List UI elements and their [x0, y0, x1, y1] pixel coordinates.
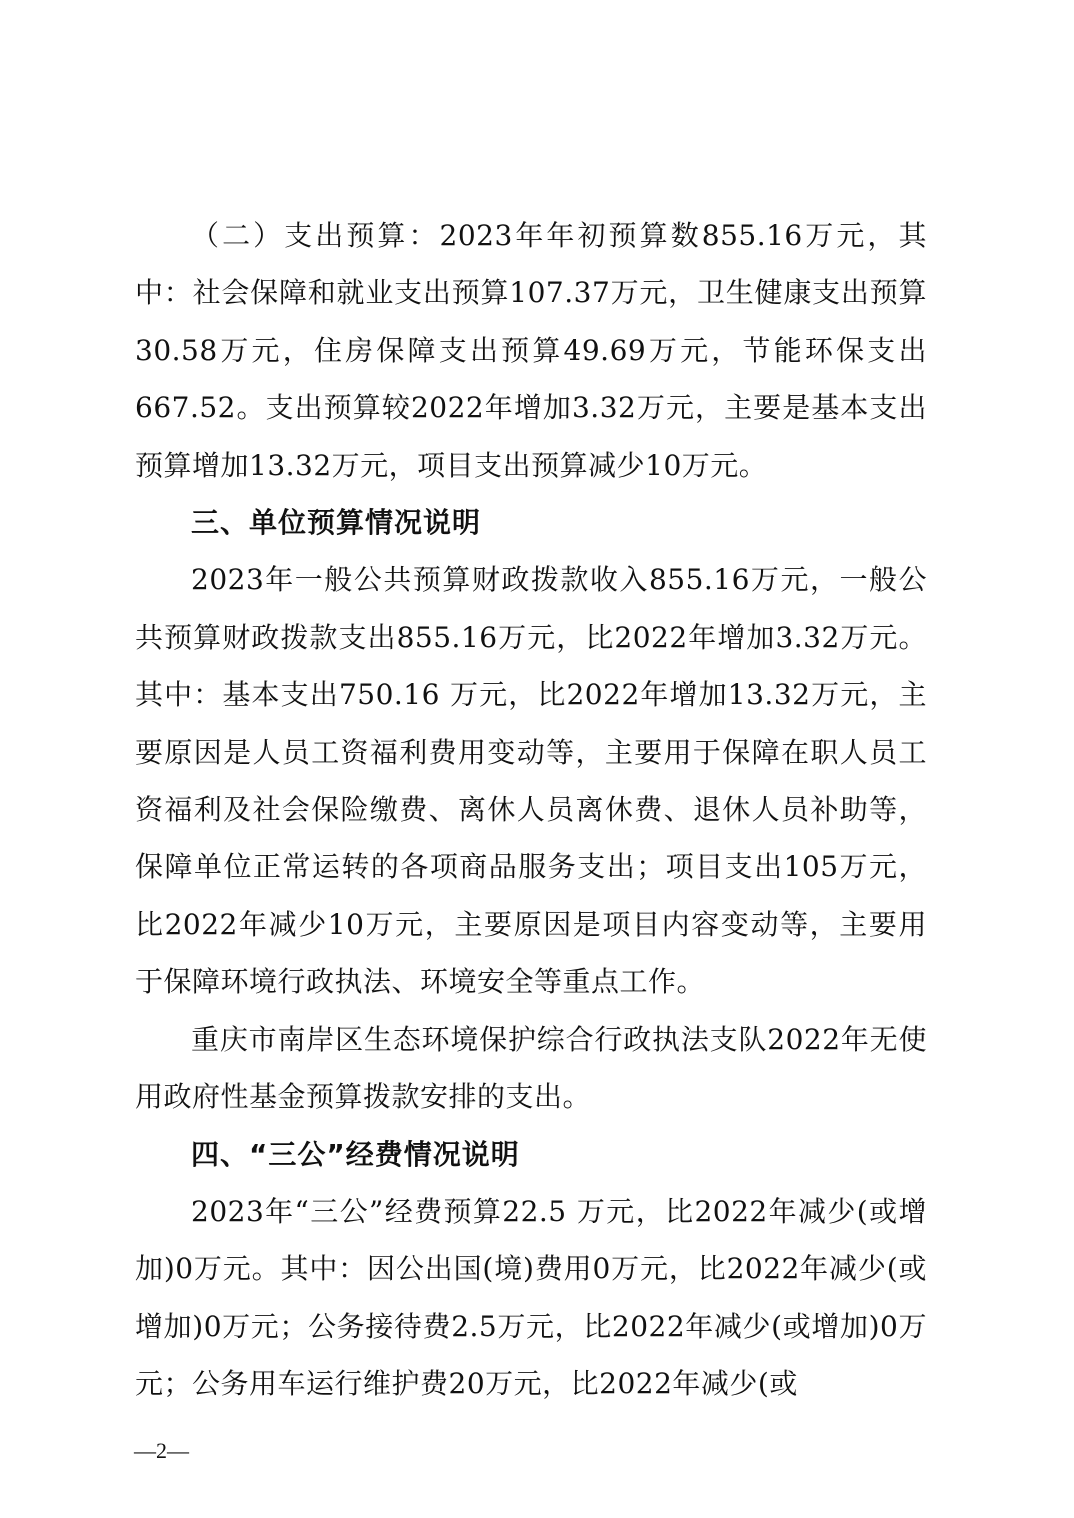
- paragraph-unit-budget: 2023年一般公共预算财政拨款收入855.16万元，一般公共预算财政拨款支出855.16万元，比2022年增加3.32万元。其中：基本支出750.16 万元，比2022年增加13.32万元，主要原因是人员工资福利费用变动等，主要用于保障在职人员工资福利及社会保险缴费、离休人员离休费、退休人员补助等，保障单位正常运转的各项商品服务支出；项目支出105万元，比2022年减少10万元，主要原因是项目内容变动等，主要用于保障环境行政执法、环境安全等重点工作。: [135, 563, 927, 999]
- paragraph-three-public-expenses: 2023年“三公”经费预算22.5 万元，比2022年减少(或增加)0万元。其中：因公出国(境)费用0万元，比2022年减少(或增加)0万元；公务接待费2.5万元，比2022年减少(或增加)0万元；公务用车运行维护费20万元，比2022年减少(或: [135, 1194, 927, 1401]
- paragraph-government-fund: 重庆市南岸区生态环境保护综合行政执法支队2022年无使用政府性基金预算拨款安排的支出。: [135, 1022, 927, 1114]
- paragraph-expenditure-budget: （二）支出预算：2023年年初预算数855.16万元，其中：社会保障和就业支出预算107.37万元，卫生健康支出预算30.58万元，住房保障支出预算49.69万元，节能环保支出667.52。支出预算较2022年增加3.32万元，主要是基本支出预算增加13.32万元，项目支出预算减少10万元。: [135, 219, 927, 482]
- document-body: [135, 207, 927, 1413]
- heading-three-public-expenses: 四、“三公”经费情况说明: [191, 1137, 520, 1171]
- heading-unit-budget: 三、单位预算情况说明: [191, 506, 482, 540]
- page-number: —2—: [134, 1438, 189, 1463]
